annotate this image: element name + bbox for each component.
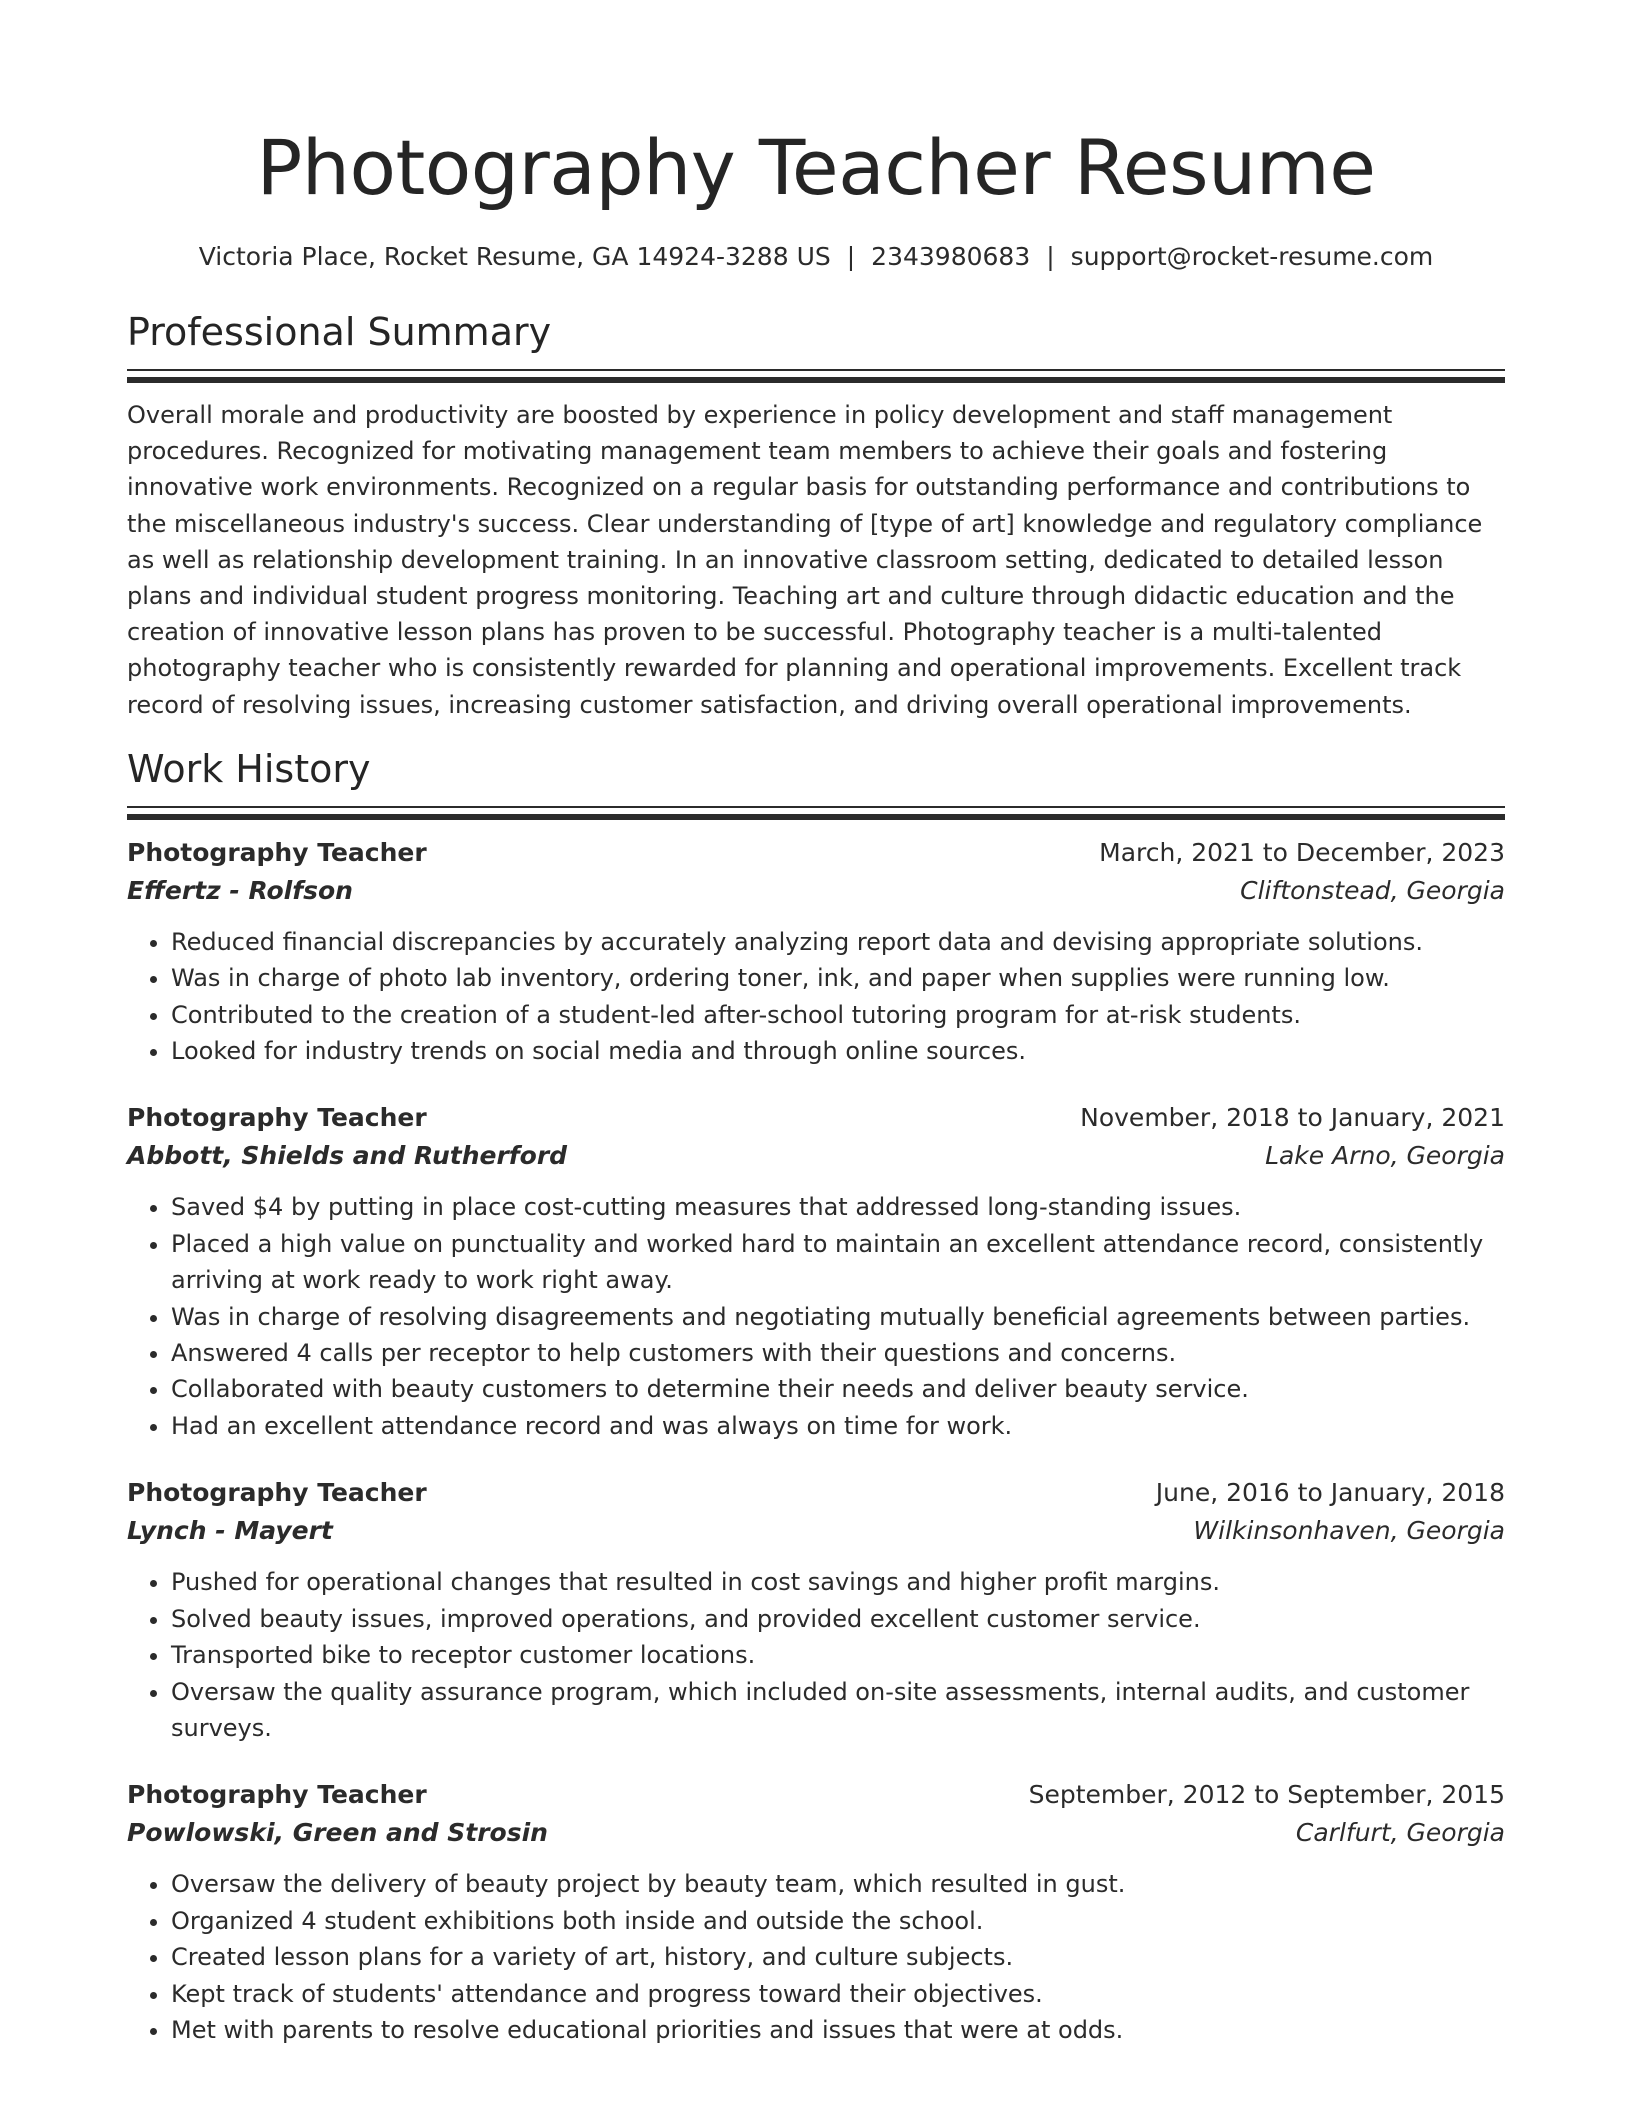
job-entry	[127, 1474, 1505, 1746]
job-bullet: • Saved $4 by putting in place cost-cutting measures that addressed long-standing issues.	[171, 1189, 1505, 1225]
job-title: Photography Teacher	[127, 1103, 427, 1133]
job-bullet: • Collaborated with beauty customers to determine their needs and deliver beauty service.	[171, 1371, 1505, 1407]
job-bullet: • Kept track of students' attendance and progress toward their objectives.	[171, 1976, 1505, 2012]
job-entry	[127, 834, 1505, 1070]
summary-text: Overall morale and productivity are boosted by experience in policy development and staff management procedures. Recognized for motivating management team members to achieve their goals and fostering innovative work environments. Recognized on a regular basis for outstanding performance and contributions to the miscellaneous industry's success. Clear understanding of [type of art] knowledge and regulatory compliance as well as relationship development training. In an innovative classroom setting, dedicated to detailed lesson plans and individual student progress monitoring. Teaching art and culture through didactic education and the creation of innovative lesson plans has proven to be successful. Photography teacher is a multi-talented photography teacher who is consistently rewarded for planning and operational improvements. Excellent track record of resolving issues, increasing customer satisfaction, and driving overall operational improvements.	[127, 401, 1483, 719]
job-bullet: • Met with parents to resolve educational priorities and issues that were at odds.	[171, 2012, 1505, 2048]
section-divider	[127, 806, 1505, 808]
job-entry	[127, 1776, 1505, 2048]
summary-section	[127, 308, 1505, 723]
contact-separator: |	[1046, 242, 1055, 271]
job-dates: September, 2012 to September, 2015	[1028, 1780, 1505, 1810]
resume-title: Photography Teacher Resume	[256, 123, 1376, 212]
job-bullet: • Had an excellent attendance record and was always on time for work.	[171, 1408, 1505, 1444]
job-company: Lynch - Mayert	[127, 1516, 333, 1546]
job-bullet: • Was in charge of photo lab inventory, ordering toner, ink, and paper when supplies were running low.	[171, 960, 1505, 996]
email-text: support@rocket-resume.com	[1070, 242, 1434, 271]
job-bullet: • Oversaw the quality assurance program, which included on-site assessments, internal audits, and customer surveys.	[171, 1674, 1505, 1747]
job-company: Abbott, Shields and Rutherford	[127, 1141, 568, 1171]
job-location: Lake Arno, Georgia	[1265, 1141, 1505, 1171]
job-bullet: • Organized 4 student exhibitions both inside and outside the school.	[171, 1903, 1505, 1939]
job-dates: June, 2016 to January, 2018	[1155, 1478, 1505, 1508]
job-dates: November, 2018 to January, 2021	[1080, 1103, 1505, 1133]
job-bullet: • Oversaw the delivery of beauty project by beauty team, which resulted in gust.	[171, 1866, 1505, 1902]
address-text: Victoria Place, Rocket Resume, GA 14924-3288 US	[198, 242, 831, 271]
job-location: Wilkinsonhaven, Georgia	[1193, 1516, 1505, 1546]
job-bullet: • Solved beauty issues, improved operations, and provided excellent customer service.	[171, 1601, 1505, 1637]
job-entry	[127, 1099, 1505, 1444]
section-divider	[127, 369, 1505, 371]
job-bullet: • Pushed for operational changes that resulted in cost savings and higher profit margins.	[171, 1564, 1505, 1600]
job-title: Photography Teacher	[127, 837, 427, 867]
job-bullets	[127, 924, 1505, 1070]
job-bullets	[127, 1866, 1505, 2048]
phone-text: 2343980683	[871, 242, 1031, 271]
job-bullet: • Placed a high value on punctuality and worked hard to maintain an excellent attendance record, consistently arriving at work ready to work right away.	[171, 1226, 1505, 1299]
job-bullet: • Answered 4 calls per receptor to help customers with their questions and concerns.	[171, 1335, 1505, 1371]
contact-separator: |	[846, 242, 856, 271]
section-heading: Work History	[127, 746, 371, 791]
job-location: Carlfurt, Georgia	[1295, 1818, 1505, 1848]
job-bullet: • Created lesson plans for a variety of art, history, and culture subjects.	[171, 1939, 1505, 1975]
job-bullet: • Was in charge of resolving disagreements and negotiating mutually beneficial agreements between parties.	[171, 1299, 1505, 1335]
job-location: Cliftonstead, Georgia	[1240, 875, 1505, 905]
section-heading: Professional Summary	[127, 310, 552, 354]
work-history-section	[127, 745, 1505, 2049]
contact-line	[127, 240, 1505, 274]
job-bullet: • Contributed to the creation of a student-led after-school tutoring program for at-risk students.	[171, 997, 1505, 1033]
job-company: Effertz - Rolfson	[127, 875, 353, 905]
job-title: Photography Teacher	[127, 1478, 427, 1508]
section-divider	[127, 377, 1505, 383]
job-bullets	[127, 1189, 1505, 1444]
section-divider	[127, 814, 1505, 820]
job-company: Powlowski, Green and Strosin	[127, 1818, 548, 1848]
job-bullet: • Transported bike to receptor customer locations.	[171, 1637, 1505, 1673]
job-bullet: • Looked for industry trends on social media and through online sources.	[171, 1033, 1505, 1069]
job-dates: March, 2021 to December, 2023	[1099, 837, 1505, 867]
job-title: Photography Teacher	[127, 1780, 427, 1810]
job-bullets	[127, 1564, 1505, 1746]
job-bullet: • Reduced financial discrepancies by accurately analyzing report data and devising appropriate solutions.	[171, 924, 1505, 960]
